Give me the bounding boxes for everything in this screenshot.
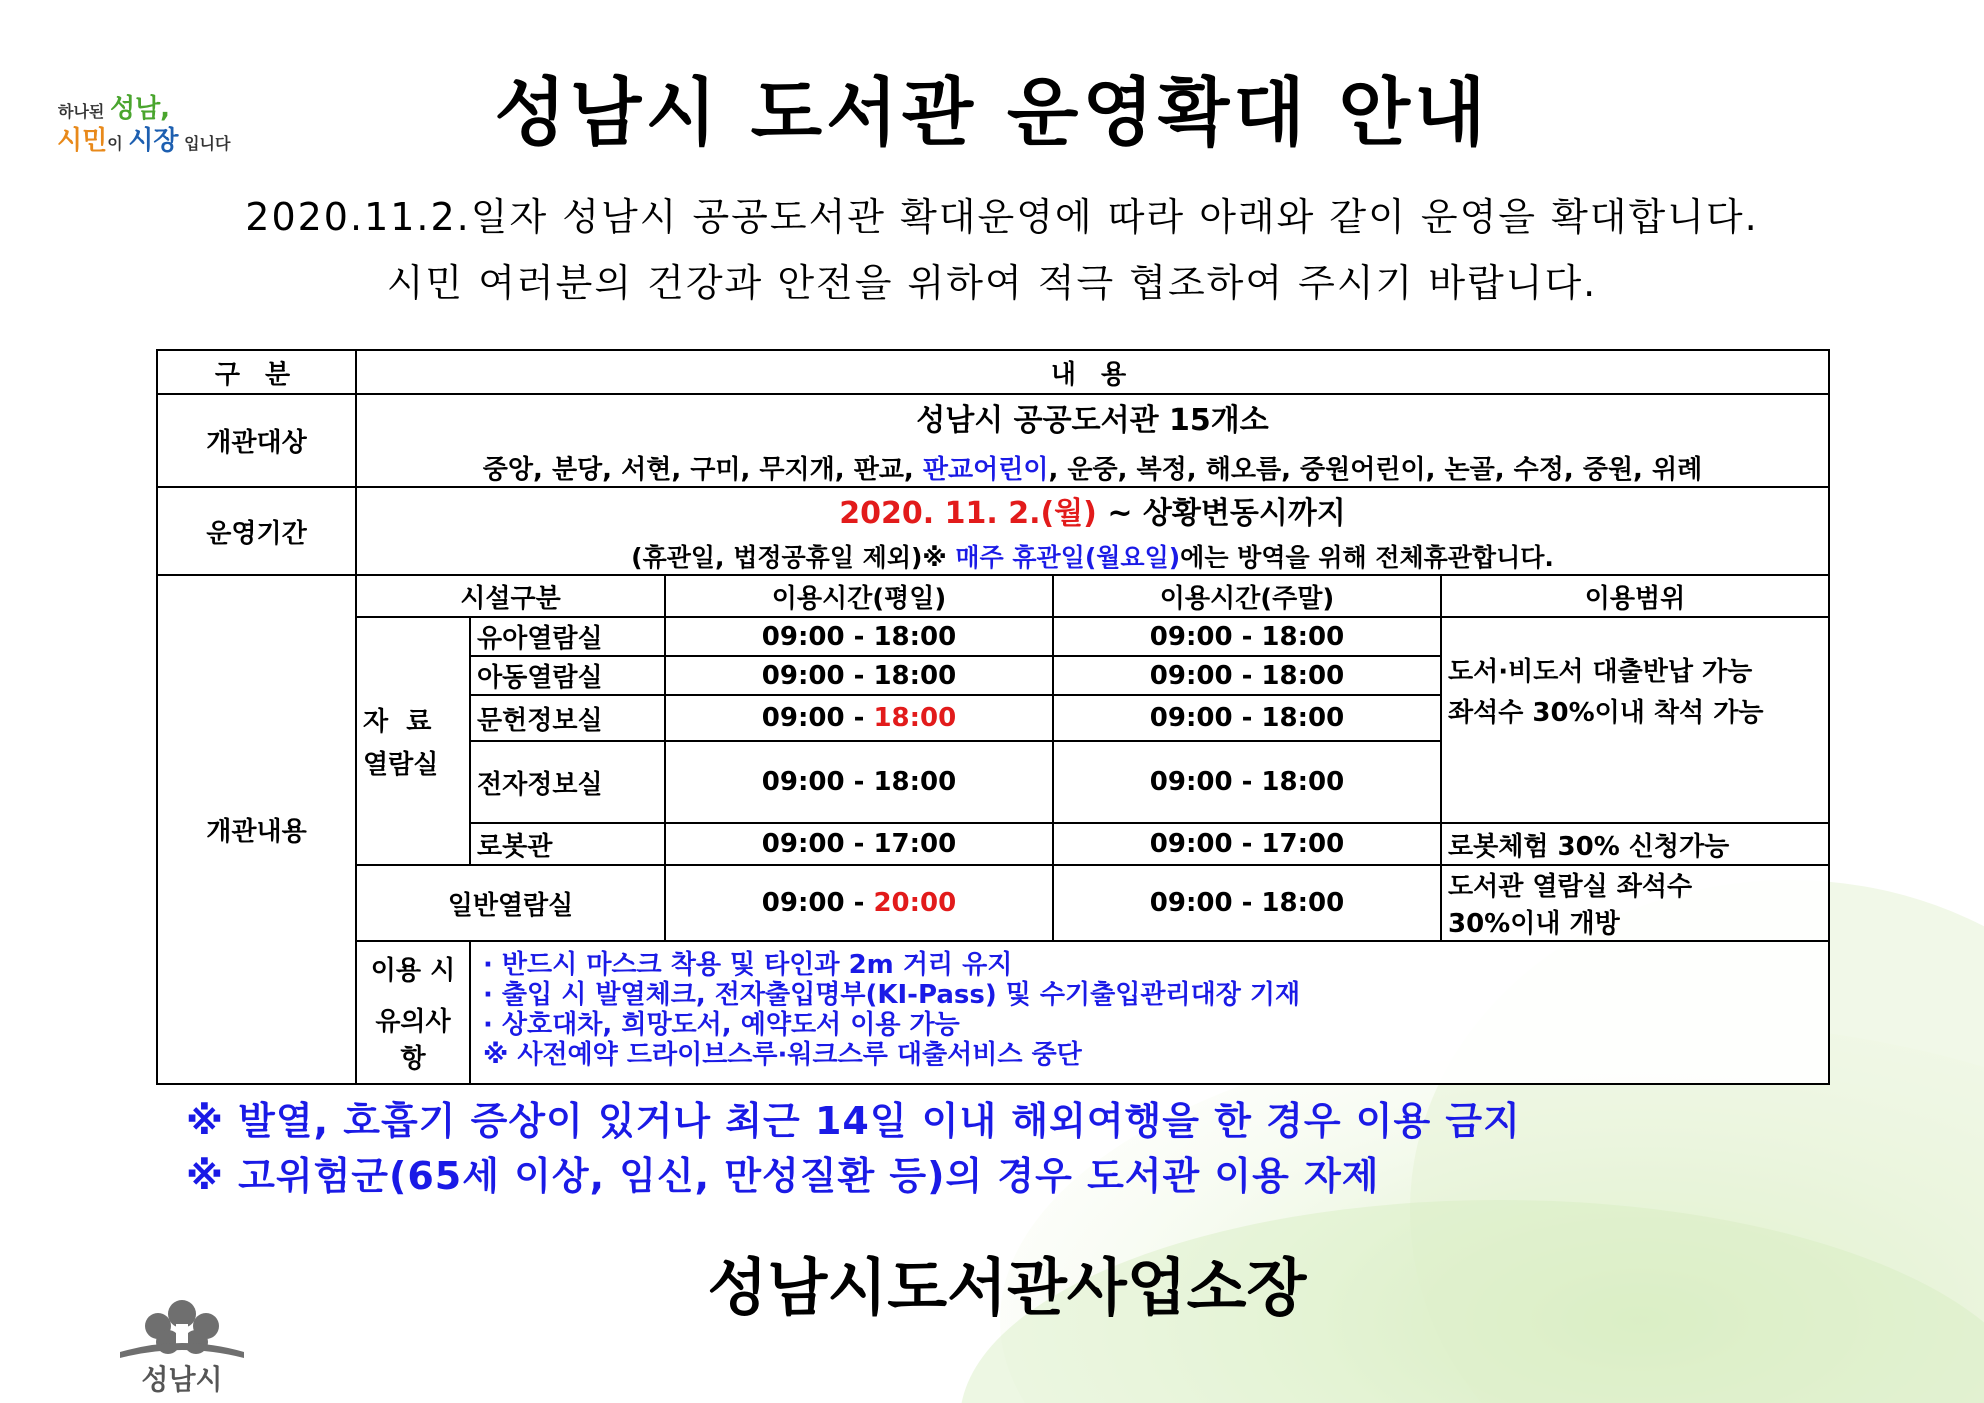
scope-line: 30%이내 개방: [1448, 909, 1620, 939]
hours-end: 17:00: [873, 829, 957, 859]
target-cell: [356, 394, 1829, 487]
caution-item: · 상호대차, 희망도서, 예약도서 이용 가능: [483, 1010, 960, 1040]
caution-label-line: 유의사항: [375, 1007, 451, 1074]
hours-start: 09:00 -: [761, 621, 874, 652]
period-main: [363, 488, 1822, 532]
weekday-hours: [665, 823, 1053, 865]
facility-name: 문헌정보실: [470, 695, 665, 741]
weekend-hours: 09:00 - 17:00: [1053, 823, 1441, 865]
weekday-hours: [665, 656, 1053, 695]
target-list-part: , 운중, 복정, 해오름, 중원어린이, 논골, 수정, 중원, 위례: [1048, 455, 1703, 485]
hours-end: 18:00: [873, 767, 957, 797]
target-list-highlight: 판교어린이: [922, 455, 1049, 485]
hours-end: 18:00: [873, 621, 957, 652]
facility-name: 전자정보실: [470, 741, 665, 823]
header-content: 내 용: [356, 350, 1829, 394]
hours-start: 09:00 -: [761, 829, 874, 859]
scope-cell: [1441, 617, 1829, 823]
slogan-text: 입니다: [178, 134, 231, 153]
period-note-part: (휴관일, 법정공휴일 제외)※: [631, 543, 956, 572]
period-cell: [356, 487, 1829, 575]
caution-label-line: 이용 시: [370, 956, 456, 986]
page-title: 성남시 도서관 운영확대 안내: [494, 70, 1490, 156]
facility-name: 일반열람실: [356, 865, 665, 941]
table-header-row: [157, 350, 1829, 394]
flower-emblem-icon: [112, 1296, 252, 1366]
hours-start: 09:00 -: [761, 767, 874, 797]
content-header-row: [157, 575, 1829, 617]
table-row-caution: [157, 941, 1829, 1084]
caution-item: · 반드시 마스크 착용 및 타인과 2m 거리 유지: [483, 950, 1013, 980]
table-row-period: [157, 487, 1829, 575]
caution-cell: [470, 941, 1829, 1084]
hours-end: 18:00: [873, 703, 957, 733]
row-label-content: 개관내용: [157, 575, 356, 1084]
weekend-hours: 09:00 - 18:00: [1053, 865, 1441, 941]
scope-general: [1441, 865, 1829, 941]
weekday-hours: [665, 695, 1053, 741]
weekend-hours: 09:00 - 18:00: [1053, 741, 1441, 823]
notice-line: ※ 발열, 호흡기 증상이 있거나 최근 14일 이내 해외여행을 한 경우 이용 금지: [186, 1099, 1521, 1143]
scope-line: 좌석수 30%이내 착석 가능: [1448, 698, 1764, 728]
slogan-text: 이: [107, 134, 129, 153]
target-main: 성남시 공공도서관 15개소: [916, 403, 1269, 438]
period-note-highlight: 매주 휴관일(월요일): [955, 543, 1181, 572]
period-suffix: ~ 상황변동시까지: [1096, 496, 1346, 531]
weekend-hours: 09:00 - 18:00: [1053, 695, 1441, 741]
table-row-target: [157, 394, 1829, 487]
facility-name: 로봇관: [470, 823, 665, 865]
scope-line: 도서·비도서 대출반납 가능: [1448, 657, 1753, 687]
table-row: [157, 617, 1829, 656]
hours-start: 09:00 -: [761, 703, 874, 733]
weekday-hours: [665, 741, 1053, 823]
slogan-text: 하나된: [58, 102, 110, 121]
col-weekend: 이용시간(주말): [1053, 575, 1441, 617]
hours-end: 18:00: [873, 660, 957, 691]
scope-line: 도서관 열람실 좌석수: [1448, 872, 1693, 902]
footer-signature: 성남시도서관사업소장: [707, 1251, 1307, 1324]
notice-line: ※ 고위험군(65세 이상, 임신, 만성질환 등)의 경우 도서관 이용 자제: [186, 1154, 1380, 1198]
weekend-hours: 09:00 - 18:00: [1053, 656, 1441, 695]
target-list-part: 중앙, 분당, 서현, 구미, 무지개, 판교,: [482, 455, 923, 485]
weekday-hours: [665, 865, 1053, 941]
col-weekday: 이용시간(평일): [665, 575, 1053, 617]
col-facility: 시설구분: [356, 575, 665, 617]
period-note: [363, 538, 1822, 574]
caution-item: ※ 사전예약 드라이브스루·워크스루 대출서비스 중단: [483, 1040, 1082, 1070]
info-table: [156, 349, 1830, 1085]
weekday-hours: [665, 617, 1053, 656]
weekend-hours: 09:00 - 18:00: [1053, 617, 1441, 656]
group-label-line: 자 료: [363, 707, 432, 737]
group-label: [356, 617, 470, 865]
period-date: 2020. 11. 2.(월): [839, 496, 1097, 531]
emblem-text: 성남시: [141, 1363, 223, 1396]
row-label-period: 운영기간: [157, 487, 356, 575]
city-emblem: [112, 1296, 252, 1396]
slogan-text: 시민: [57, 126, 108, 156]
col-scope: 이용범위: [1441, 575, 1829, 617]
hours-start: 09:00 -: [761, 888, 874, 918]
intro-line: 시민 여러분의 건강과 안전을 위하여 적극 협조하여 주시기 바랍니다.: [386, 261, 1598, 305]
target-list: [363, 449, 1822, 486]
hours-start: 09:00 -: [761, 660, 874, 691]
table-row: [157, 865, 1829, 941]
slogan-text: 성남,: [109, 94, 171, 124]
facility-name: 아동열람실: [470, 656, 665, 695]
slogan-text: 시장: [128, 126, 179, 156]
period-note-part: 에는 방역을 위해 전체휴관합니다.: [1180, 543, 1554, 572]
scope-robot: 로봇체험 30% 신청가능: [1441, 823, 1829, 865]
intro-line: 2020.11.2.일자 성남시 공공도서관 확대운영에 따라 아래와 같이 운영을 확대합니다.: [245, 195, 1759, 239]
header-category: 구 분: [157, 350, 356, 394]
caution-item: · 출입 시 발열체크, 전자출입명부(KI-Pass) 및 수기출입관리대장 기재: [483, 980, 1301, 1010]
facility-name: 유아열람실: [470, 617, 665, 656]
row-label-caution: [356, 941, 470, 1084]
group-label-line: 열람실: [363, 750, 439, 780]
hours-end: 20:00: [873, 888, 957, 918]
row-label-target: 개관대상: [157, 394, 356, 487]
